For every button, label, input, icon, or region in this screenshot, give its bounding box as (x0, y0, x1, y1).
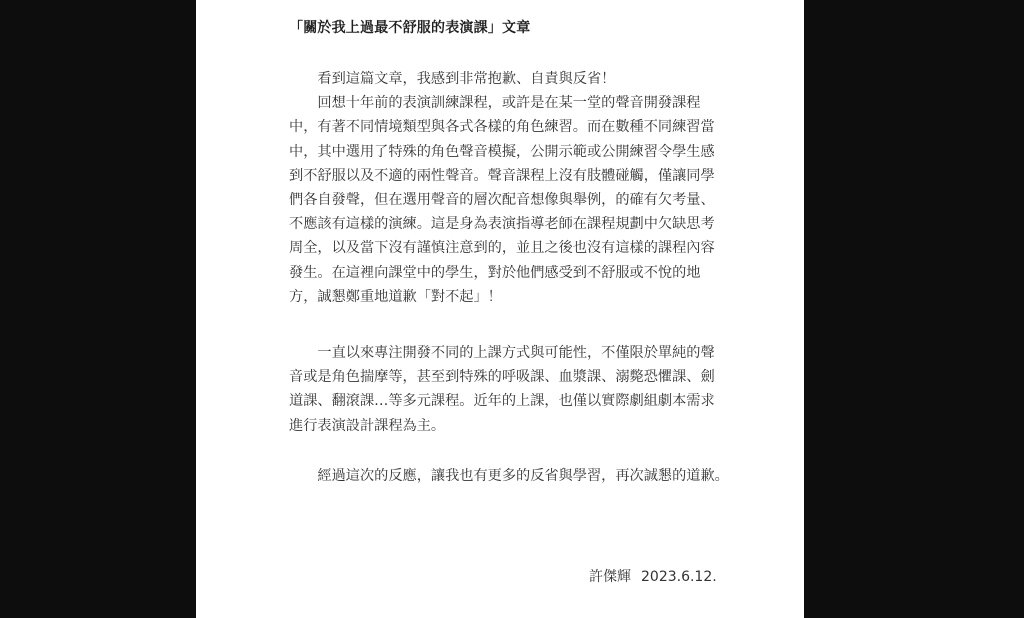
signature-date: 2023.6.12. (641, 569, 717, 585)
paragraph-closing (289, 464, 729, 488)
text-line: 發生。在這裡向課堂中的學生，對於他們感受到不舒服或不悅的地 (289, 264, 701, 281)
text-line: 們各自發聲，但在選用聲音的層次配音想像與舉例，的確有欠考量、 (289, 191, 715, 208)
signature-name: 許傑輝 (589, 569, 631, 585)
document-title: 「關於我上過最不舒服的表演課」文章 (289, 20, 531, 36)
text-line: 到不舒服以及不適的兩性聲音。聲音課程上沒有肢體碰觸，僅讓同學 (289, 167, 715, 184)
paragraph-courses (289, 341, 715, 438)
left-letterbox (0, 0, 196, 618)
paragraph-apology (289, 67, 715, 309)
text-line: 方，誠懇鄭重地道歉「對不起」！ (289, 288, 502, 305)
signature (589, 566, 717, 586)
text-line: 道課、翻滾課…等多元課程。近年的上課，也僅以實際劇組劇本需求 (289, 393, 715, 410)
text-line: 中，其中選用了特殊的角色聲音模擬，公開示範或公開練習令學生感 (289, 143, 715, 160)
text-line: 周全，以及當下沒有謹慎注意到的，並且之後也沒有這樣的課程內容 (289, 240, 715, 257)
text-line: 經過這次的反應，讓我也有更多的反省與學習，再次誠懇的道歉。 (289, 468, 729, 484)
text-line: 不應該有這樣的演練。這是身為表演指導老師在課程規劃中欠缺思考 (289, 216, 715, 233)
text-line: 看到這篇文章，我感到非常抱歉、自責與反省！ (289, 71, 616, 87)
document-page (196, 0, 804, 618)
text-line: 一直以來專注開發不同的上課方式與可能性，不僅限於單純的聲 (289, 345, 715, 361)
right-letterbox (804, 0, 1024, 618)
text-line: 中，有著不同情境類型與各式各樣的角色練習。而在數種不同練習當 (289, 119, 715, 136)
text-line: 回想十年前的表演訓練課程，或許是在某一堂的聲音開發課程 (289, 95, 701, 112)
text-line: 進行表演設計課程為主。 (289, 417, 446, 434)
text-line: 音或是角色揣摩等，甚至到特殊的呼吸課、血漿課、溺斃恐懼課、劍 (289, 369, 715, 386)
